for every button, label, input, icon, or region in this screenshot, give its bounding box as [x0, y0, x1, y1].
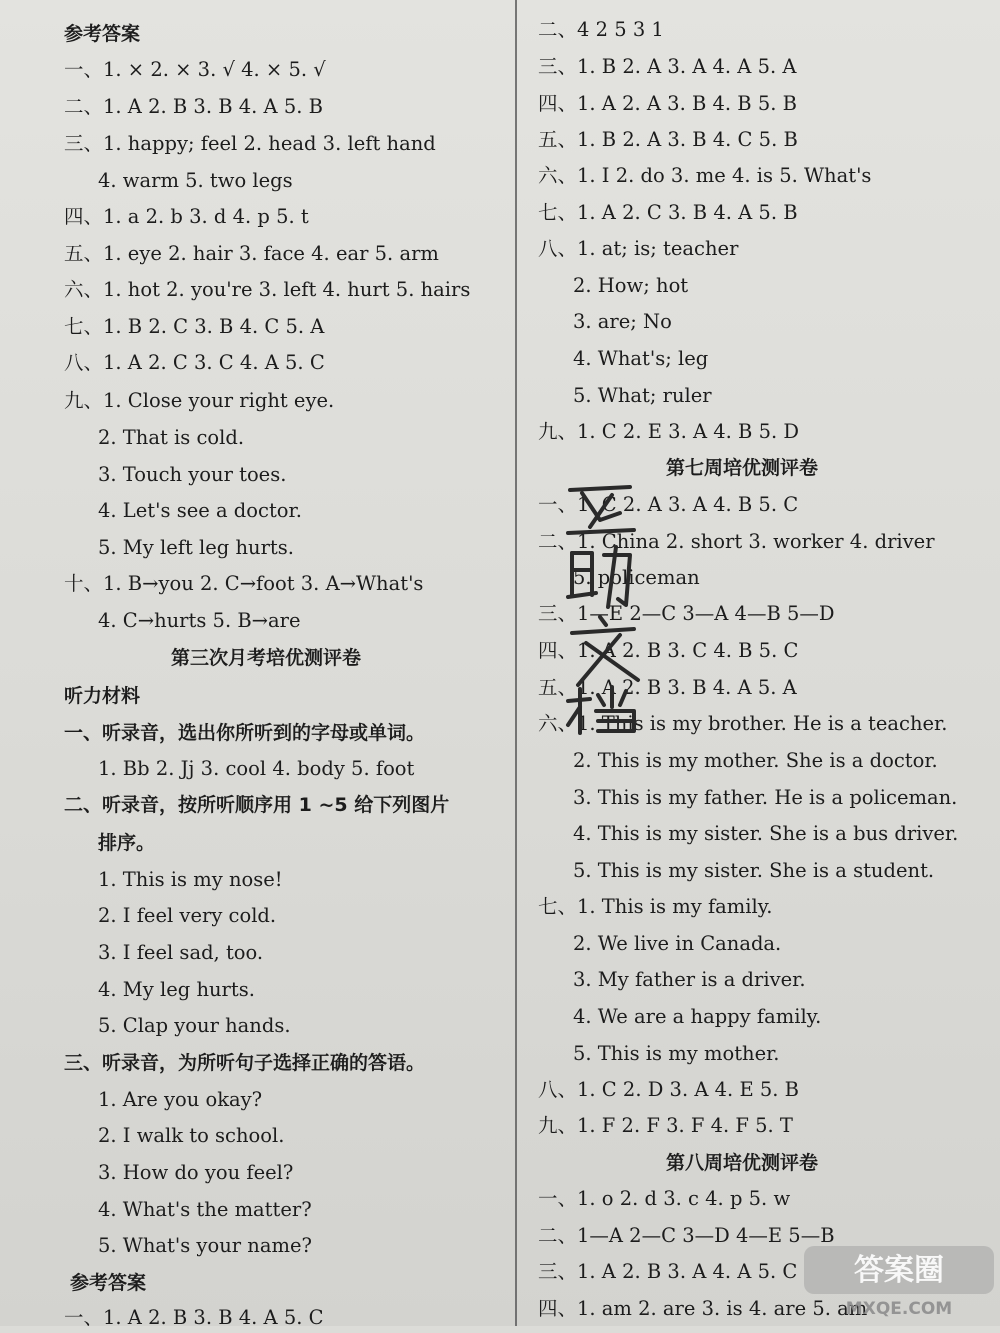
- answer-line: 四、1. A 2. A 3. B 4. B 5. B: [538, 92, 797, 115]
- answer-line: 4. We are a happy family.: [573, 1005, 822, 1028]
- transcript-line: 5. Clap your hands.: [98, 1014, 291, 1037]
- answer-line: 二、4 2 5 3 1: [538, 18, 664, 41]
- answer-line: 八、1. at; is; teacher: [538, 237, 739, 260]
- answer-line: 四、1. A 2. B 3. C 4. B 5. C: [538, 639, 799, 662]
- answer-line: 三、1. B 2. A 3. A 4. A 5. A: [538, 55, 797, 78]
- watermark-en: MXQE.COM: [845, 1299, 953, 1319]
- transcript-line: 1. This is my nose!: [98, 868, 283, 891]
- answer-line: 七、1. B 2. C 3. B 4. C 5. A: [64, 315, 325, 338]
- answer-line: 八、1. C 2. D 3. A 4. E 5. B: [538, 1078, 800, 1101]
- column-divider: [515, 0, 517, 1326]
- transcript-line: 2. I walk to school.: [98, 1124, 285, 1147]
- answer-line: 2. We live in Canada.: [573, 932, 782, 955]
- transcript-line: 3. How do you feel?: [98, 1161, 294, 1184]
- answer-line: 4. warm 5. two legs: [98, 169, 293, 192]
- question-title-cont: 排序。: [98, 832, 156, 854]
- answer-line: 五、1. eye 2. hair 3. face 4. ear 5. arm: [64, 242, 439, 265]
- watermark-cn: 答案圈: [854, 1253, 944, 1288]
- answer-line: 四、1. a 2. b 3. d 4. p 5. t: [64, 205, 309, 228]
- answer-line: 5. This is my mother.: [573, 1042, 780, 1065]
- transcript-line: 1. Bb 2. Jj 3. cool 4. body 5. foot: [98, 757, 415, 780]
- answer-line: 5. policeman: [573, 566, 700, 589]
- transcript-line: 1. Are you okay?: [98, 1088, 263, 1111]
- answer-line: 3. Touch your toes.: [98, 463, 287, 486]
- answer-line: 2. That is cold.: [98, 426, 245, 449]
- answer-line: 二、1—A 2—C 3—D 4—E 5—B: [538, 1224, 835, 1247]
- answer-line: 5. This is my sister. She is a student.: [573, 859, 935, 882]
- section-title: 第七周培优测评卷: [666, 457, 819, 479]
- answer-line: 4. C→hurts 5. B→are: [98, 609, 301, 632]
- answer-line: 九、1. F 2. F 3. F 4. F 5. T: [538, 1114, 793, 1137]
- transcript-line: 4. My leg hurts.: [98, 978, 255, 1001]
- section-title: 第八周培优测评卷: [666, 1152, 819, 1174]
- answer-line: 一、1. × 2. × 3. √ 4. × 5. √: [64, 58, 326, 81]
- answer-line: 七、1. This is my family.: [538, 895, 773, 918]
- answer-line: 4. This is my sister. She is a bus driver.: [573, 822, 959, 845]
- answer-line: 二、1. A 2. B 3. B 4. A 5. B: [64, 95, 323, 118]
- answer-line: 六、1. I 2. do 3. me 4. is 5. What's: [538, 164, 872, 187]
- answer-line: 九、1. Close your right eye.: [64, 389, 335, 412]
- answer-line: 三、1—E 2—C 3—A 4—B 5—D: [538, 602, 835, 625]
- question-title: 二、听录音，按所听顺序用 1 ~5 给下列图片: [64, 794, 450, 816]
- answer-line: 六、1. This is my brother. He is a teacher.: [538, 712, 948, 735]
- answer-line: 五、1. A 2. B 3. B 4. A 5. A: [538, 676, 797, 699]
- answer-line: 三、1. happy; feel 2. head 3. left hand: [64, 132, 436, 155]
- listening-title: 听力材料: [64, 685, 141, 707]
- answer-line: 六、1. hot 2. you're 3. left 4. hurt 5. hairs: [64, 278, 471, 301]
- answer-line: 五、1. B 2. A 3. B 4. C 5. B: [538, 128, 798, 151]
- transcript-line: 4. What's the matter?: [98, 1198, 312, 1221]
- answer-line: 三、1. A 2. B 3. A 4. A 5. C: [538, 1260, 798, 1283]
- answer-line: 一、1. C 2. A 3. A 4. B 5. C: [538, 493, 799, 516]
- section-title: 第三次月考培优测评卷: [171, 647, 362, 669]
- answer-line: 2. This is my mother. She is a doctor.: [573, 749, 938, 772]
- answer-line: 四、1. am 2. are 3. is 4. are 5. am: [538, 1297, 868, 1320]
- answer-line: 2. How; hot: [573, 274, 689, 297]
- transcript-line: 3. I feel sad, too.: [98, 941, 264, 964]
- answer-line: 一、1. o 2. d 3. c 4. p 5. w: [538, 1187, 791, 1210]
- answer-line: 十、1. B→you 2. C→foot 3. A→What's: [64, 572, 424, 595]
- answer-key-title: 参考答案: [64, 23, 141, 45]
- answer-line: 4. What's; leg: [573, 347, 709, 370]
- transcript-line: 5. What's your name?: [98, 1234, 312, 1257]
- answer-line: 七、1. A 2. C 3. B 4. A 5. B: [538, 201, 798, 224]
- answer-line: 二、1. China 2. short 3. worker 4. driver: [538, 530, 935, 553]
- question-title: 一、听录音，选出你所听到的字母或单词。: [64, 722, 426, 744]
- answer-line: 5. My left leg hurts.: [98, 536, 294, 559]
- answer-line: 3. are; No: [573, 310, 672, 333]
- answer-line: 八、1. A 2. C 3. C 4. A 5. C: [64, 351, 325, 374]
- answer-line: 4. Let's see a doctor.: [98, 499, 302, 522]
- answer-line: 一、1. A 2. B 3. B 4. A 5. C: [64, 1306, 324, 1329]
- answer-line: 3. My father is a driver.: [573, 968, 806, 991]
- answer-line: 5. What; ruler: [573, 384, 712, 407]
- transcript-line: 2. I feel very cold.: [98, 904, 277, 927]
- answer-line: 3. This is my father. He is a policeman.: [573, 786, 958, 809]
- answer-line: 九、1. C 2. E 3. A 4. B 5. D: [538, 420, 800, 443]
- answer-key-title: 参考答案: [70, 1272, 147, 1294]
- question-title: 三、听录音，为所听句子选择正确的答语。: [64, 1052, 426, 1074]
